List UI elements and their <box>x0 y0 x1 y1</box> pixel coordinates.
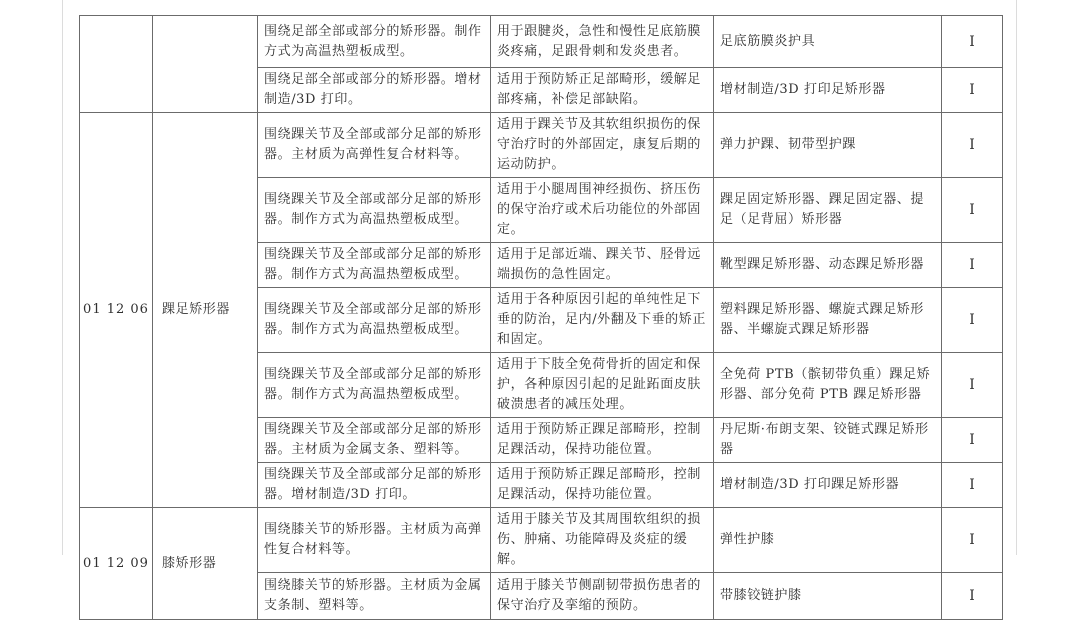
code-cell: 01 12 06 <box>80 113 153 508</box>
description-cell: 围绕踝关节及全部或部分足部的矫形器。制作方式为高温热塑板成型。 <box>258 353 491 418</box>
products-cell: 足底筋膜炎护具 <box>714 16 942 68</box>
products-cell: 靴型踝足矫形器、动态踝足矫形器 <box>714 243 942 288</box>
class-cell: I <box>942 243 1003 288</box>
code-cell <box>80 16 153 113</box>
application-cell: 适用于各种原因引起的单纯性足下垂的防治，足内/外翻及下垂的矫正和固定。 <box>491 288 714 353</box>
class-cell: I <box>942 68 1003 113</box>
description-cell: 围绕踝关节及全部或部分足部的矫形器。制作方式为高温热塑板成型。 <box>258 288 491 353</box>
application-cell: 适用于预防矫正踝足部畸形，控制足踝活动，保持功能位置。 <box>491 463 714 508</box>
page-edge-right <box>1016 0 1017 555</box>
class-cell: I <box>942 178 1003 243</box>
description-cell: 围绕足部全部或部分的矫形器。增材制造/3D 打印。 <box>258 68 491 113</box>
products-cell: 塑料踝足矫形器、螺旋式踝足矫形器、半螺旋式踝足矫形器 <box>714 288 942 353</box>
category-cell <box>153 16 258 113</box>
class-cell: I <box>942 573 1003 620</box>
products-cell: 全免荷 PTB（髌韧带负重）踝足矫形器、部分免荷 PTB 踝足矫形器 <box>714 353 942 418</box>
table-row <box>80 16 1003 68</box>
application-cell: 用于跟腱炎，急性和慢性足底筋膜炎疼痛，足跟骨刺和发炎患者。 <box>491 16 714 68</box>
class-cell: I <box>942 353 1003 418</box>
code-cell: 01 12 09 <box>80 508 153 620</box>
application-cell: 适用于膝关节及其周围软组织的损伤、肿痛、功能障碍及炎症的缓解。 <box>491 508 714 573</box>
products-cell: 弹性护膝 <box>714 508 942 573</box>
description-cell: 围绕足部全部或部分的矫形器。制作方式为高温热塑板成型。 <box>258 16 491 68</box>
class-cell: I <box>942 113 1003 178</box>
category-cell: 膝矫形器 <box>153 508 258 620</box>
class-cell: I <box>942 288 1003 353</box>
classification-table <box>79 15 1003 620</box>
products-cell: 丹尼斯·布朗支架、铰链式踝足矫形器 <box>714 418 942 463</box>
description-cell: 围绕膝关节的矫形器。主材质为高弹性复合材料等。 <box>258 508 491 573</box>
application-cell: 适用于踝关节及其软组织损伤的保守治疗时的外部固定，康复后期的运动防护。 <box>491 113 714 178</box>
products-cell: 增材制造/3D 打印足矫形器 <box>714 68 942 113</box>
table-row <box>80 113 1003 178</box>
application-cell: 适用于下肢全免荷骨折的固定和保护，各种原因引起的足趾跖面皮肤破溃患者的减压处理。 <box>491 353 714 418</box>
products-cell: 弹力护踝、韧带型护踝 <box>714 113 942 178</box>
category-cell: 踝足矫形器 <box>153 113 258 508</box>
table-row <box>80 508 1003 573</box>
products-cell: 带膝铰链护膝 <box>714 573 942 620</box>
application-cell: 适用于小腿周围神经损伤、挤压伤的保守治疗或术后功能位的外部固定。 <box>491 178 714 243</box>
application-cell: 适用于足部近端、踝关节、胫骨远端损伤的急性固定。 <box>491 243 714 288</box>
description-cell: 围绕踝关节及全部或部分足部的矫形器。主材质为高弹性复合材料等。 <box>258 113 491 178</box>
class-cell: I <box>942 16 1003 68</box>
application-cell: 适用于预防矫正踝足部畸形，控制足踝活动，保持功能位置。 <box>491 418 714 463</box>
class-cell: I <box>942 463 1003 508</box>
description-cell: 围绕踝关节及全部或部分足部的矫形器。制作方式为高温热塑板成型。 <box>258 243 491 288</box>
class-cell: I <box>942 508 1003 573</box>
description-cell: 围绕踝关节及全部或部分足部的矫形器。主材质为金属支条、塑料等。 <box>258 418 491 463</box>
products-cell: 踝足固定矫形器、踝足固定器、提足（足背屈）矫形器 <box>714 178 942 243</box>
page-edge-left <box>62 0 63 555</box>
description-cell: 围绕膝关节的矫形器。主材质为金属支条制、塑料等。 <box>258 573 491 620</box>
description-cell: 围绕踝关节及全部或部分足部的矫形器。增材制造/3D 打印。 <box>258 463 491 508</box>
class-cell: I <box>942 418 1003 463</box>
description-cell: 围绕踝关节及全部或部分足部的矫形器。制作方式为高温热塑板成型。 <box>258 178 491 243</box>
application-cell: 适用于预防矫正足部畸形，缓解足部疼痛，补偿足部缺陷。 <box>491 68 714 113</box>
products-cell: 增材制造/3D 打印踝足矫形器 <box>714 463 942 508</box>
application-cell: 适用于膝关节侧副韧带损伤患者的保守治疗及挛缩的预防。 <box>491 573 714 620</box>
